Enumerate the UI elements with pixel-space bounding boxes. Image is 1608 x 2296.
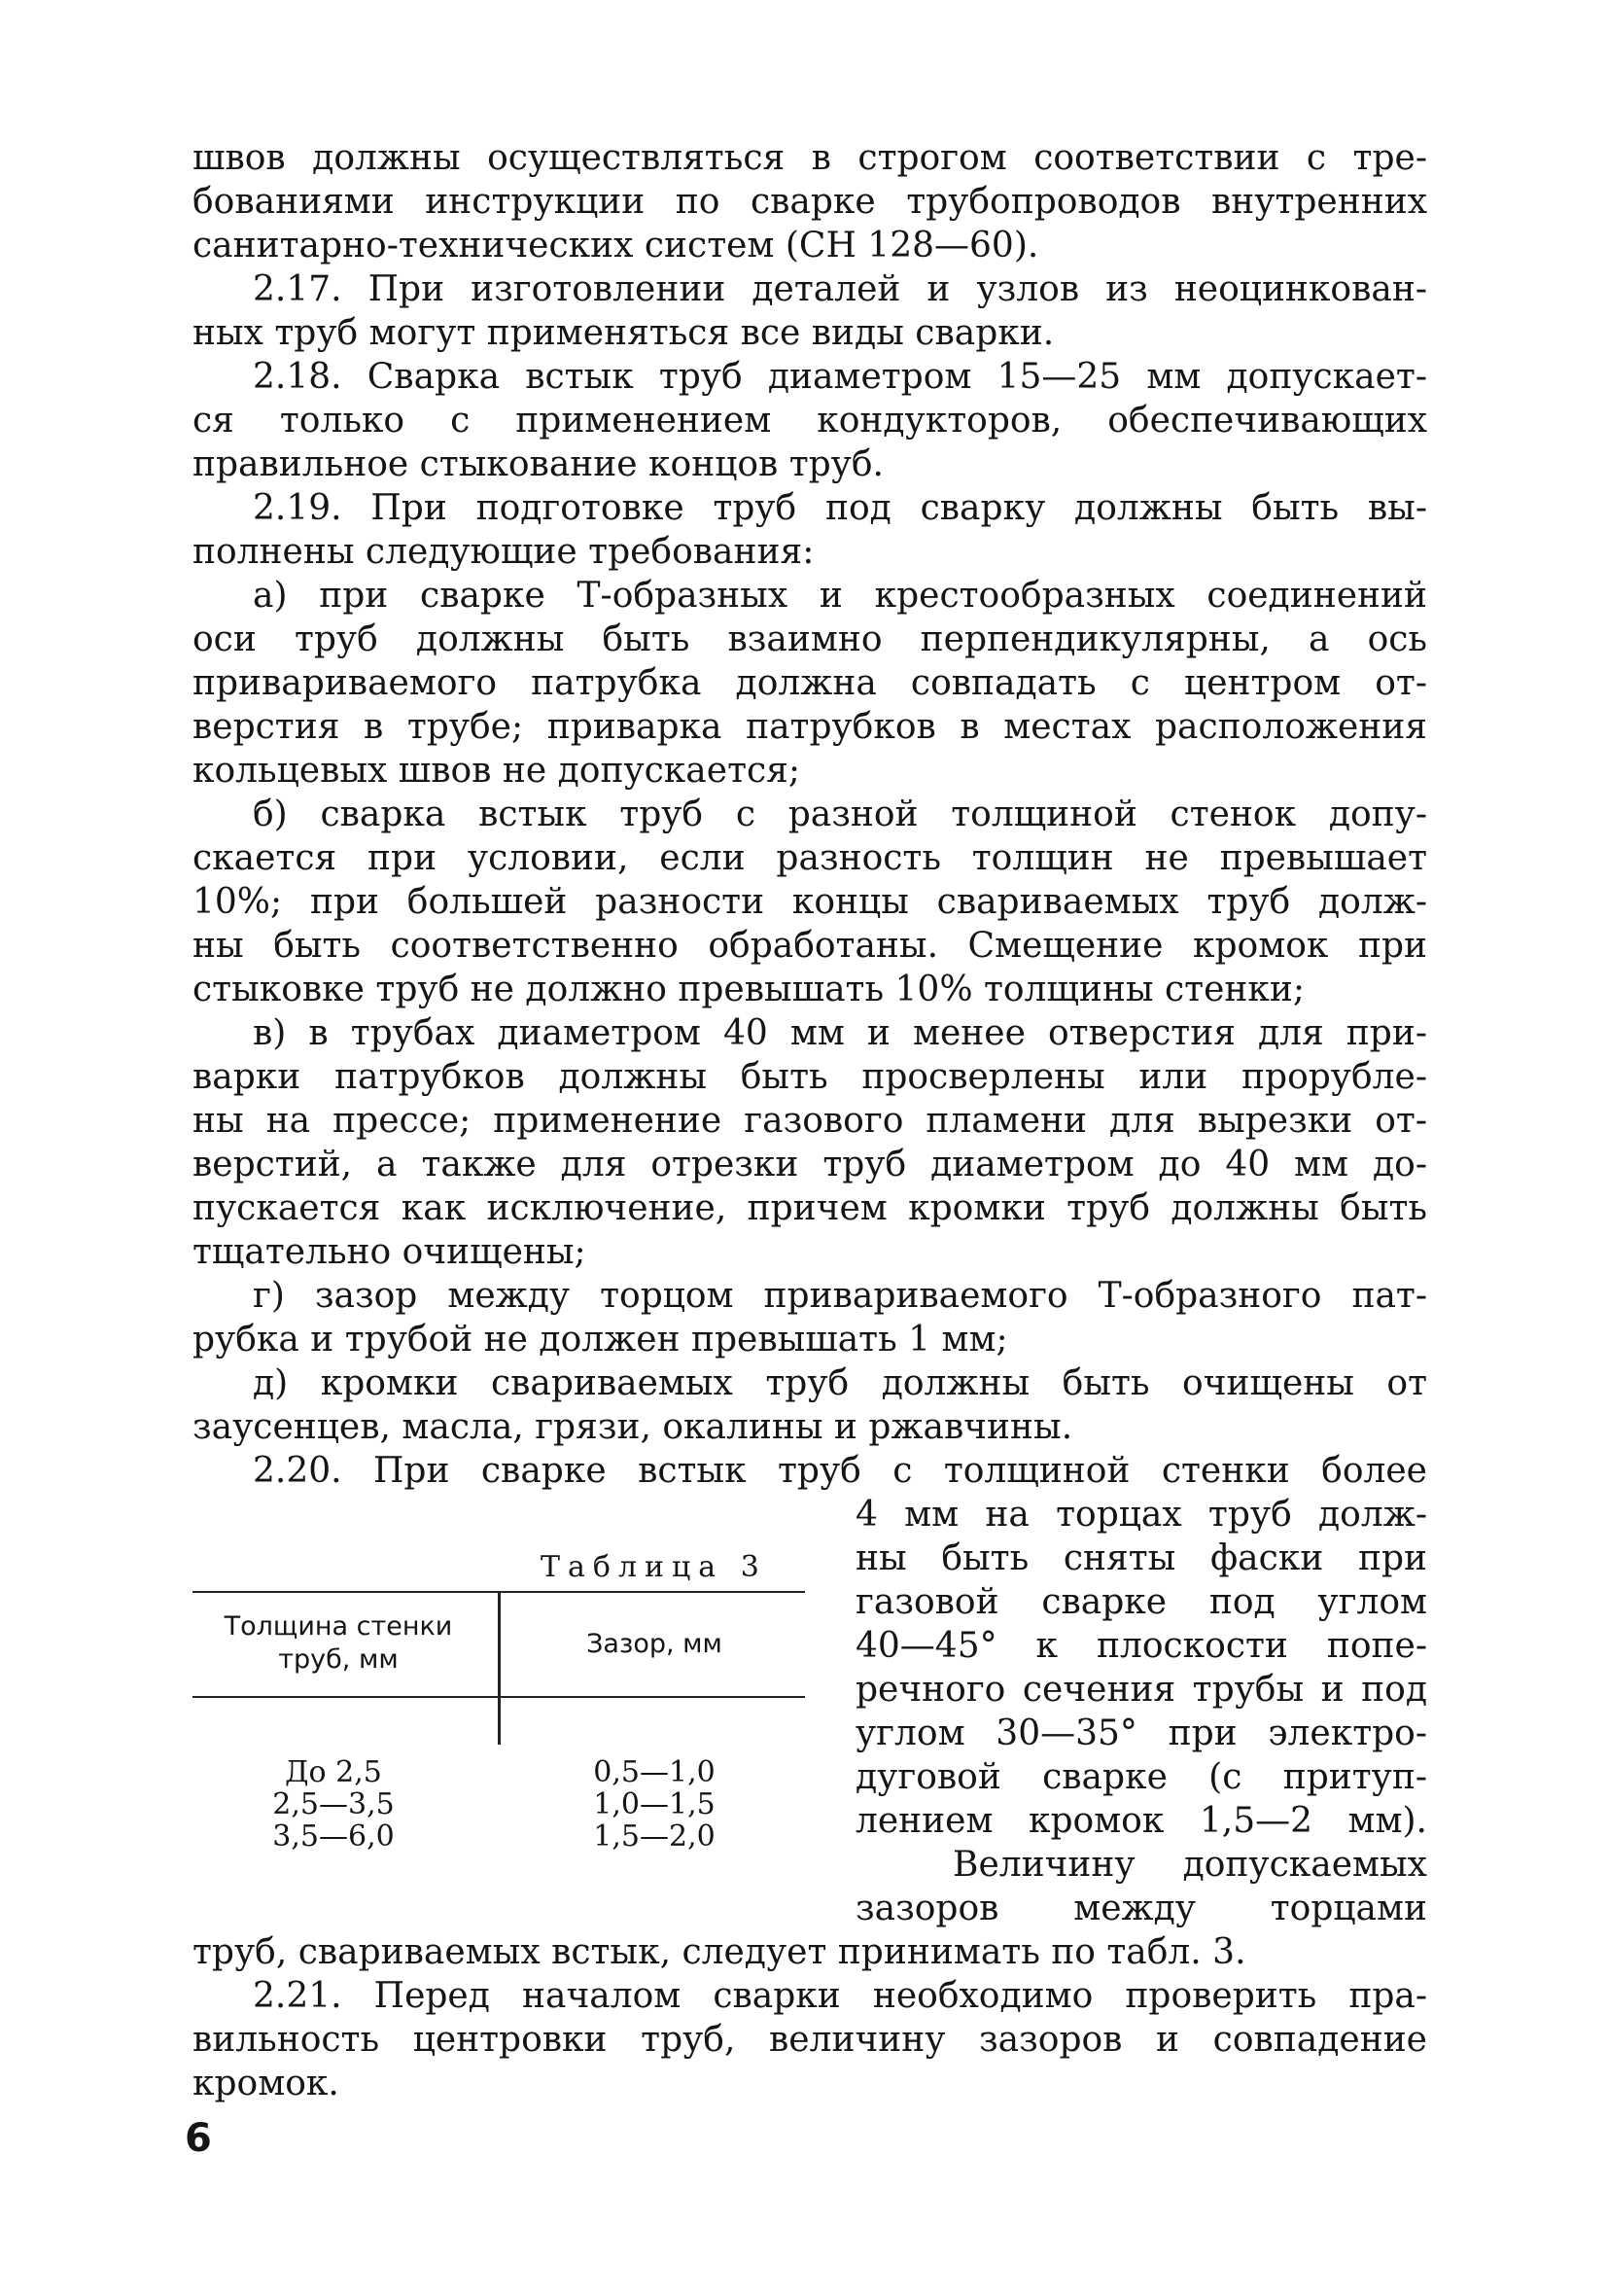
text-line: привариваемого патрубка должна совпадать с центром от-: [192, 663, 1427, 703]
text-line: верстия в трубе; приварка патрубков в местах расположения: [192, 707, 1427, 747]
text-line: кромок.: [192, 2064, 339, 2103]
text-line: дуговой сварке (с притуп-: [856, 1757, 1427, 1797]
body-text-right-column: [856, 1493, 1427, 1930]
text-line: ны быть соответственно обработаны. Смещение кромок при: [192, 926, 1427, 966]
text-line: стыковке труб не должно превышать 10% толщины стенки;: [192, 970, 1305, 1009]
text-line: кольцевых швов не допускается;: [192, 751, 800, 791]
table-cell-thickness: До 2,5: [285, 1755, 382, 1789]
body-text-bottom: [192, 1930, 1427, 2105]
text-line: газовой сварке под углом: [856, 1582, 1427, 1622]
text-line: рубка и трубой не должен превышать 1 мм;: [192, 1320, 1008, 1360]
text-line: д) кромки свариваемых труб должны быть очищены от: [253, 1363, 1427, 1403]
text-line: г) зазор между торцом привариваемого Т-образного пат-: [253, 1276, 1427, 1316]
text-line: 4 мм на торцах труб долж-: [856, 1495, 1427, 1535]
text-line: санитарно-технических систем (СН 128—60).: [192, 226, 1039, 265]
text-line: вильность центровки труб, величину зазоров и совпадение: [192, 2020, 1427, 2060]
text-line: 2.18. Сварка встык труб диаметром 15—25 мм допускает-: [253, 357, 1427, 397]
text-line: оси труб должны быть взаимно перпендикулярны, а ось: [192, 619, 1427, 659]
text-line: труб, свариваемых встык, следует принимать по табл. 3.: [192, 1932, 1246, 1972]
text-line: Величину допускаемых: [953, 1845, 1427, 1885]
text-line: заусенцев, масла, грязи, окалины и ржавчины.: [192, 1407, 1073, 1447]
gap-table: [192, 1591, 805, 1883]
table-cell-gap: 1,0—1,5: [593, 1787, 716, 1821]
text-line: 2.20. При сварке встык труб с толщиной стенки более: [253, 1451, 1427, 1491]
table-cell-thickness: 2,5—3,5: [272, 1787, 395, 1821]
text-line: правильное стыкование концов труб.: [192, 444, 884, 484]
text-line: швов должны осуществляться в строгом соответствии с тре-: [192, 138, 1427, 178]
text-line: варки патрубков должны быть просверлены или прорублe-: [192, 1057, 1427, 1097]
text-line: углом 30—35° при электро-: [856, 1713, 1427, 1753]
body-text-top: [192, 136, 1427, 1493]
text-line: речного сечения трубы и под: [856, 1670, 1427, 1710]
table-cell-thickness: 3,5—6,0: [272, 1819, 395, 1854]
text-line: бованиями инструкции по сварке трубопроводов внутренних: [192, 182, 1427, 222]
text-line: зазоров между торцами: [856, 1889, 1427, 1928]
text-line: 2.17. При изготовлении деталей и узлов из неоцинкован-: [253, 269, 1427, 309]
text-line: ны быть сняты фаски при: [856, 1538, 1427, 1578]
table-column-divider: [498, 1591, 501, 1745]
text-line: полнены следующие требования:: [192, 532, 815, 572]
text-line: лением кромок 1,5—2 мм).: [856, 1801, 1427, 1841]
table-header-thickness: Толщина стенки труб, мм: [224, 1611, 453, 1675]
text-line: а) при сварке Т-образных и крестообразных соединений: [253, 576, 1427, 616]
text-line: ны на прессе; применение газового пламени для вырезки от-: [192, 1101, 1427, 1141]
table-cell-gap: 0,5—1,0: [593, 1755, 716, 1789]
table-header-gap: Зазор, мм: [586, 1629, 722, 1659]
text-line: пускается как исключение, причем кромки труб должны быть: [192, 1188, 1427, 1228]
table-header-rule: [192, 1696, 805, 1698]
text-line: верстий, а также для отрезки труб диаметром до 40 мм до-: [192, 1145, 1427, 1184]
table-title: Таблица 3: [541, 1550, 767, 1584]
text-line: тщательно очищены;: [192, 1232, 586, 1272]
text-line: 2.19. При подготовке труб под сварку должны быть вы-: [253, 488, 1427, 528]
text-line: 10%; при большей разности концы свариваемых труб долж-: [192, 882, 1427, 922]
table-cell-gap: 1,5—2,0: [593, 1819, 716, 1854]
text-line: ных труб могут применяться все виды сварки.: [192, 313, 1055, 353]
text-line: в) в трубах диаметром 40 мм и менее отверстия для при-: [253, 1013, 1427, 1053]
text-line: 2.21. Перед началом сварки необходимо проверить пра-: [253, 1976, 1427, 2016]
page-number: 6: [185, 2116, 212, 2161]
text-line: 40—45° к плоскости попе-: [856, 1626, 1427, 1666]
text-line: ся только с применением кондукторов, обеспечивающих: [192, 401, 1427, 441]
text-line: б) сварка встык труб с разной толщиной стенок допу-: [253, 795, 1427, 834]
text-line: скается при условии, если разность толщин не превышает: [192, 838, 1427, 878]
